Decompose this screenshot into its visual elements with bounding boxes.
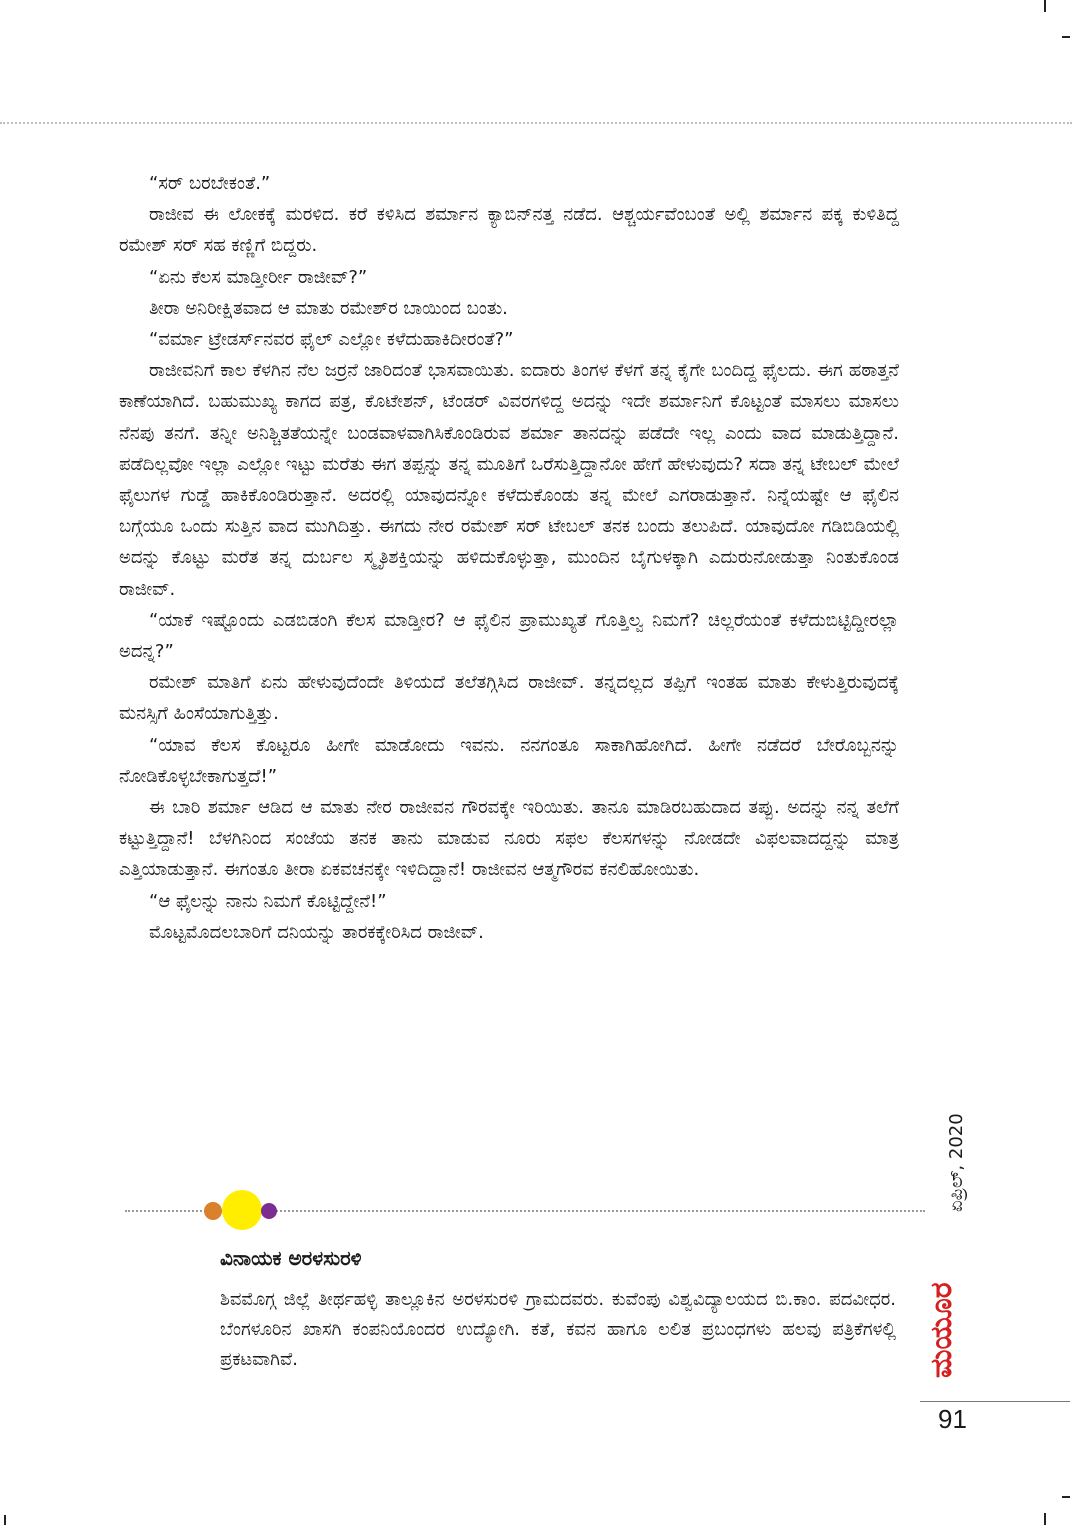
page-number-rule [920,1401,1070,1402]
story-paragraph: ತೀರಾ ಅನಿರೀಕ್ಷಿತವಾದ ಆ ಮಾತು ರಮೇಶ್‌ರ ಬಾಯಿಂದ ಬಂತು. [149,297,508,319]
issue-date-text: ಏಪ್ರಿಲ್, 2020 [946,1113,967,1212]
crop-mark [4,1515,6,1525]
story-paragraph: “ಯಾಕೆ ಇಷ್ಟೊಂದು ಎಡಬಿಡಂಗಿ ಕೆಲಸ ಮಾಡ್ತೀರ? ಆ ಫೈಲಿನ ಪ್ರಾಮುಖ್ಯತೆ ಗೊತ್ತಿಲ್ವ ನಿಮಗೆ? ಚಿಲ್ಲರೆಯಂತೆ ಕಳೆದುಬಿಟ್ಟಿದ್ದೀರಲ್ಲಾ ಅದನ್ನ?” [119,609,899,663]
author-box [220,1245,896,1375]
orange-dot [204,1202,222,1220]
story-paragraph: “ಸರ್ ಬರಬೇಕಂತೆ.” [149,173,271,194]
story-paragraph: “ಯಾವ ಕೆಲಸ ಕೊಟ್ಟರೂ ಹೀಗೇ ಮಾಡೋದು ಇವನು. ನನಗಂತೂ ಸಾಕಾಗಿಹೋಗಿದೆ. ಹೀಗೇ ನಡೆದರೆ ಬೇರೊಬ್ಬನನ್ನು ನೋಡಿಕೊಳ್ಳಬೇಕಾಗುತ್ತದೆ!” [119,734,899,787]
magazine-logo [924,1232,970,1382]
story-paragraph: ಈ ಬಾರಿ ಶರ್ಮಾ ಆಡಿದ ಆ ಮಾತು ನೇರ ರಾಜೀವನ ಗೌರವಕ್ಕೇ ಇರಿಯಿತು. ತಾನೂ ಮಾಡಿರಬಹುದಾದ ತಪ್ಪು. ಅದನ್ನು ನನ್ನ ತಲೆಗೆ ಕಟ್ಟುತ್ತಿದ್ದಾನೆ! ಬೆಳಗಿನಿಂದ ಸಂಜೆಯ ತನಕ ತಾನು ಮಾಡುವ ನೂರು ಸಫಲ ಕೆಲಸಗಳನ್ನು ನೋಡದೇ ವಿಫಲವಾದದ್ದನ್ನು ಮಾತ್ರ ಎತ್ತಿಯಾಡುತ್ತಾನೆ. ಈಗಂತೂ ತೀರಾ ಏಕವಚನಕ್ಕೇ ಇಳಿದಿದ್ದಾನೆ! ರಾಜೀವನ ಆತ್ಮಗೌರವ ಕನಲಿಹೋಯಿತು. [119,797,899,881]
crop-mark [1044,0,1046,12]
magazine-logo-text: ಮಯೂರ [924,1282,959,1378]
crop-mark [1062,36,1070,38]
story-paragraph: “ವರ್ಮಾ ಟ್ರೇಡರ್ಸ್‌ನವರ ಫೈಲ್ ಎಲ್ಲೋ ಕಳೆದುಹಾಕಿದೀರಂತೆ?” [149,329,514,351]
story-paragraph: “ಏನು ಕೆಲಸ ಮಾಡ್ತೀರ್ರೀ ರಾಜೀವ್?” [149,266,368,288]
crop-mark [1062,1496,1070,1498]
story-body [119,168,899,948]
story-paragraph: ರಾಜೀವ ಈ ಲೋಕಕ್ಕೆ ಮರಳಿದ. ಕರೆ ಕಳಿಸಿದ ಶರ್ಮಾನ ಕ್ಯಾಬಿನ್‌ನತ್ತ ನಡೆದ. ಆಶ್ಚರ್ಯವೆಂಬಂತೆ ಅಲ್ಲಿ ಶರ್ಮಾನ ಪಕ್ಕ ಕುಳಿತಿದ್ದ ರಮೇಶ್ ಸರ್ ಸಹ ಕಣ್ಣಿಗೆ ಬಿದ್ದರು. [119,204,899,257]
yellow-dot [222,1190,262,1230]
story-paragraph: “ಆ ಫೈಲನ್ನು ನಾನು ನಿಮಗೆ ಕೊಟ್ಟಿದ್ದೇನೆ!” [149,890,387,912]
story-paragraph: ರಮೇಶ್ ಮಾತಿಗೆ ಏನು ಹೇಳುವುದೆಂದೇ ತಿಳಿಯದೆ ತಲೆತಗ್ಗಿಸಿದ ರಾಜೀವ್. ತನ್ನದಲ್ಲದ ತಪ್ಪಿಗೆ ಇಂತಹ ಮಾತು ಕೇಳುತ್ತಿರುವುದಕ್ಕೆ ಮನಸ್ಸಿಗೆ ಹಿಂಸೆಯಾಗುತ್ತಿತ್ತು. [119,672,899,725]
story-paragraph: ರಾಜೀವನಿಗೆ ಕಾಲ ಕೆಳಗಿನ ನೆಲ ಜರ್ರನೆ ಜಾರಿದಂತೆ ಭಾಸವಾಯಿತು. ಐದಾರು ತಿಂಗಳ ಕೆಳಗೆ ತನ್ನ ಕೈಗೇ ಬಂದಿದ್ದ ಫೈಲದು. ಈಗ ಹಠಾತ್ತನೆ ಕಾಣೆಯಾಗಿದೆ. ಬಹುಮುಖ್ಯ ಕಾಗದ ಪತ್ರ, ಕೊಟೇಶನ್, ಟೆಂಡರ್ ವಿವರಗಳಿದ್ದ ಅದನ್ನು ಇದೇ ಶರ್ಮಾನಿಗೆ ಕೊಟ್ಟಂತೆ ಮಾಸಲು ಮಾಸಲು ನೆನಪು ತನಗೆ. ತನ್ನೀ ಅನಿಶ್ಚಿತತೆಯನ್ನೇ ಬಂಡವಾಳವಾಗಿಸಿಕೊಂಡಿರುವ ಶರ್ಮಾ ತಾನದನ್ನು ಪಡೆದೇ ಇಲ್ಲ ಎಂದು ವಾದ ಮಾಡುತ್ತಿದ್ದಾನೆ. ಪಡೆದಿಲ್ಲವೋ ಇಲ್ಲಾ ಎಲ್ಲೋ ಇಟ್ಟು ಮರೆತು ಈಗ ತಪ್ಪನ್ನು ತನ್ನ ಮೂತಿಗೆ ಒರೆಸುತ್ತಿದ್ದಾನೋ ಹೇಗೆ ಹೇಳುವುದು? ಸದಾ ತನ್ನ ಟೇಬಲ್ ಮೇಲೆ ಫೈಲುಗಳ ಗುಡ್ಡೆ ಹಾಕಿಕೊಂಡಿರುತ್ತಾನೆ. ಅದರಲ್ಲಿ ಯಾವುದನ್ನೋ ಕಳೆದುಕೊಂಡು ತನ್ನ ಮೇಲೆ ಎಗರಾಡುತ್ತಾನೆ. ನಿನ್ನೆಯಷ್ಟೇ ಆ ಫೈಲಿನ ಬಗ್ಗೆಯೂ ಒಂದು ಸುತ್ತಿನ ವಾದ ಮುಗಿದಿತ್ತು. ಈಗದು ನೇರ ರಮೇಶ್ ಸರ್ ಟೇಬಲ್ ತನಕ ಬಂದು ತಲುಪಿದೆ. ಯಾವುದೋ ಗಡಿಬಿಡಿಯಲ್ಲಿ ಅದನ್ನು ಕೊಟ್ಟು ಮರೆತ ತನ್ನ ದುರ್ಬಲ ಸ್ಮೃತಿಶಕ್ತಿಯನ್ನು ಹಳಿದುಕೊಳ್ಳುತ್ತಾ, ಮುಂದಿನ ಬೈಗುಳಕ್ಕಾಗಿ ಎದುರುನೋಡುತ್ತಾ ನಿಂತುಕೊಂಡ ರಾಜೀವ್. [119,360,899,600]
author-name: ವಿನಾಯಕ ಅರಳಸುರಳಿ [220,1246,362,1270]
story-paragraph: ಮೊಟ್ಟಮೊದಲಬಾರಿಗೆ ದನಿಯನ್ನು ತಾರಕಕ್ಕೇರಿಸಿದ ರಾಜೀವ್. [149,921,484,943]
purple-dot [261,1203,277,1219]
author-bio: ಶಿವಮೊಗ್ಗ ಜಿಲ್ಲೆ ತೀರ್ಥಹಳ್ಳಿ ತಾಲ್ಲೂಕಿನ ಅರಳಸುರಳಿ ಗ್ರಾಮದವರು. ಕುವೆಂಪು ವಿಶ್ವವಿದ್ಯಾಲಯದ ಬಿ.ಕಾಂ. ಪದವೀಧರ. ಬೆಂಗಳೂರಿನ ಖಾಸಗಿ ಕಂಪನಿಯೊಂದರ ಉದ್ಯೋಗಿ. ಕತೆ, ಕವನ ಹಾಗೂ ಲಲಿತ ಪ್ರಬಂಧಗಳು ಹಲವು ಪತ್ರಿಕೆಗಳಲ್ಲಿ ಪ್ರಕಟವಾಗಿವೆ. [220,1289,896,1370]
page-number: 91 [938,1404,967,1434]
header-dotted-rule [0,122,1072,124]
crop-mark [1044,1513,1046,1525]
